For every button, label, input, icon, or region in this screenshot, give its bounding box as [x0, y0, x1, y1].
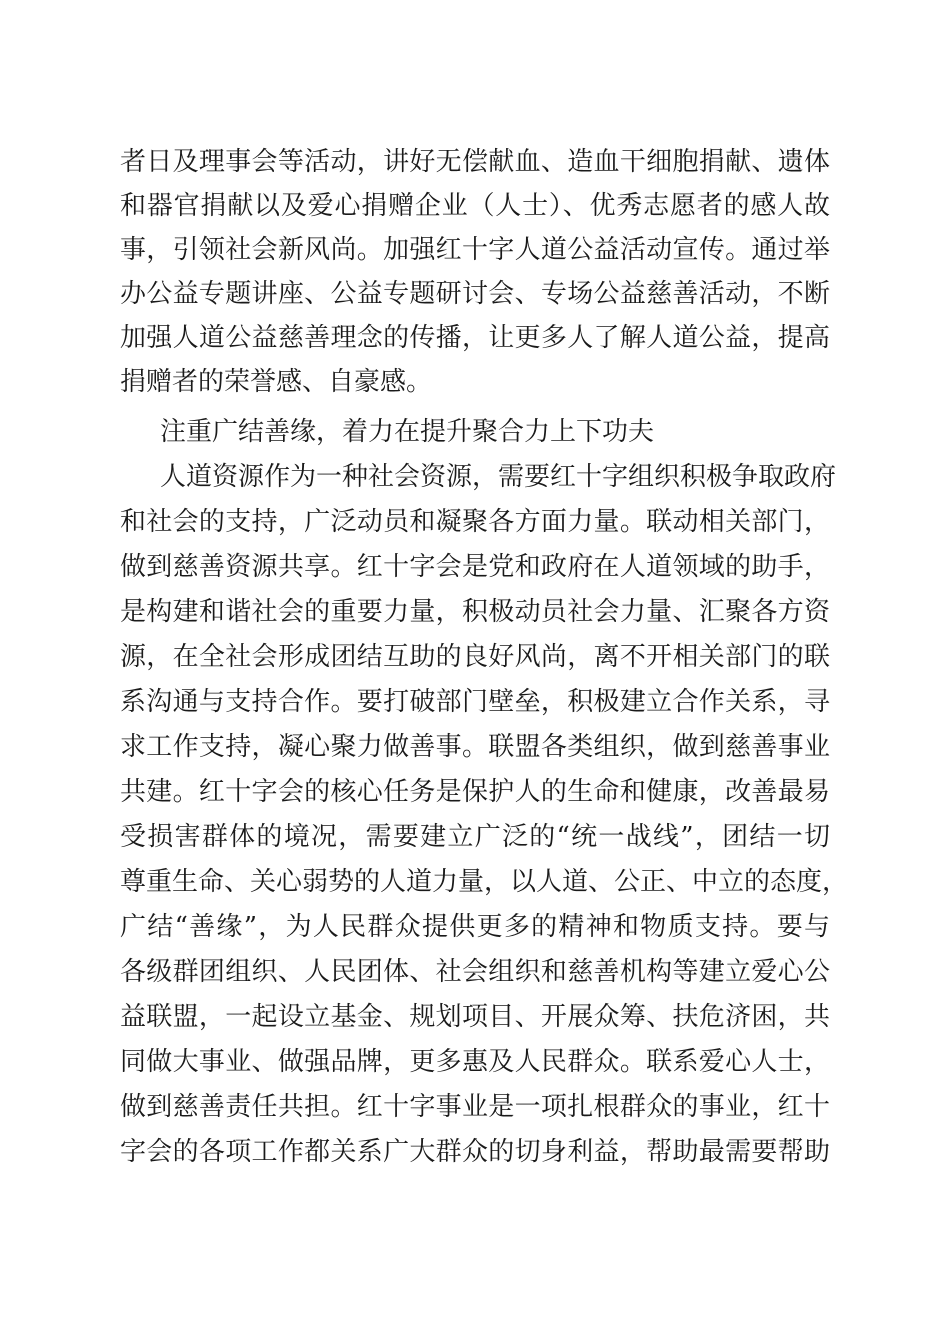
- paragraph-line: 源，在全社会形成团结互助的良好风尚，离不开相关部门的联: [120, 642, 830, 672]
- paragraph-line: 同做大事业、做强品牌，更多惠及人民群众。联系爱心人士，: [120, 1047, 830, 1077]
- paragraph-line: 和社会的支持，广泛动员和凝聚各方面力量。联动相关部门，: [120, 507, 830, 537]
- paragraph-line: 做到慈善资源共享。红十字会是党和政府在人道领域的助手，: [120, 552, 830, 582]
- section-heading: 注重广结善缘，着力在提升聚合力上下功夫: [160, 417, 655, 447]
- paragraph-line: 办公益专题讲座、公益专题研讨会、专场公益慈善活动，不断: [120, 279, 830, 309]
- paragraph-line: 求工作支持，凝心聚力做善事。联盟各类组织，做到慈善事业: [120, 732, 830, 762]
- paragraph-line: 和器官捐献以及爱心捐赠企业（人士）、优秀志愿者的感人故: [120, 191, 830, 221]
- paragraph-line: 是构建和谐社会的重要力量，积极动员社会力量、汇聚各方资: [120, 597, 830, 627]
- paragraph-line: 系沟通与支持合作。要打破部门壁垒，积极建立合作关系，寻: [120, 687, 830, 717]
- paragraph-line: 事，引领社会新风尚。加强红十字人道公益活动宣传。通过举: [120, 235, 830, 265]
- paragraph-line: 广结“善缘”，为人民群众提供更多的精神和物质支持。要与: [120, 912, 830, 942]
- paragraph-line: 字会的各项工作都关系广大群众的切身利益，帮助最需要帮助: [120, 1137, 830, 1167]
- paragraph-line: 共建。红十字会的核心任务是保护人的生命和健康，改善最易: [120, 777, 830, 807]
- paragraph-line: 人道资源作为一种社会资源，需要红十字组织积极争取政府: [160, 462, 837, 492]
- paragraph-line: 捐赠者的荣誉感、自豪感。: [120, 367, 433, 397]
- paragraph-line: 者日及理事会等活动，讲好无偿献血、造血干细胞捐献、遗体: [120, 147, 830, 177]
- paragraph-line: 各级群团组织、人民团体、社会组织和慈善机构等建立爱心公: [120, 957, 830, 987]
- paragraph-line: 益联盟，一起设立基金、规划项目、开展众筹、扶危济困，共: [120, 1002, 830, 1032]
- paragraph-line: 做到慈善责任共担。红十字事业是一项扎根群众的事业，红十: [120, 1092, 830, 1122]
- paragraph-line: 尊重生命、关心弱势的人道力量，以人道、公正、中立的态度，: [120, 867, 849, 897]
- paragraph-line: 受损害群体的境况，需要建立广泛的“统一战线”，团结一切: [120, 822, 830, 852]
- paragraph-line: 加强人道公益慈善理念的传播，让更多人了解人道公益，提高: [120, 323, 830, 353]
